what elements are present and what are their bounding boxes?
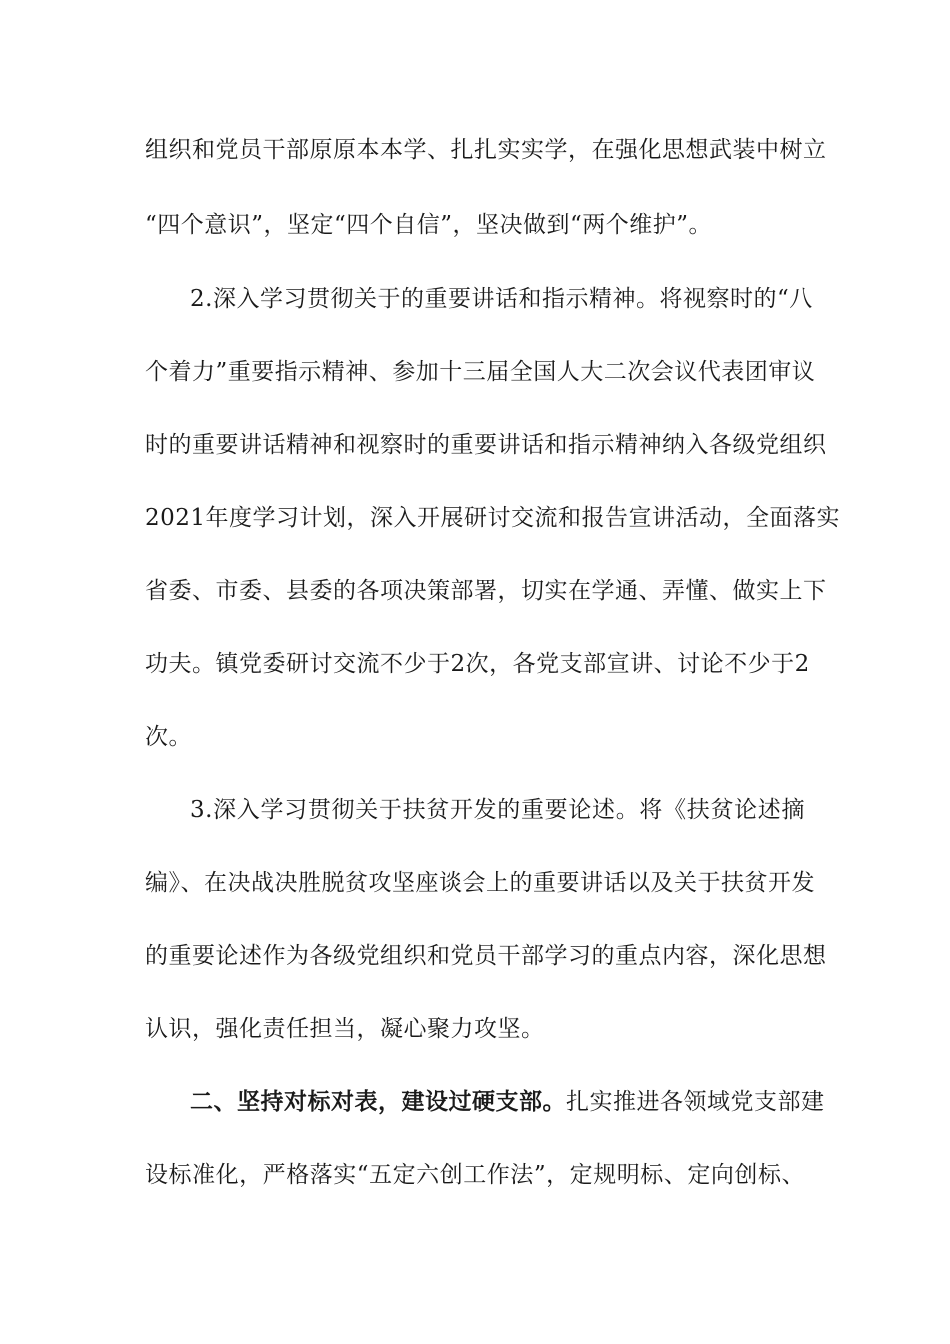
paragraph-line: 组织和党员干部原原本本学、扎扎实实学，在强化思想武装中树立 <box>145 137 827 163</box>
paragraph-line: 次。 <box>145 724 192 750</box>
paragraph-line: “四个意识”，坚定“四个自信”，坚决做到“两个维护”。 <box>145 212 713 238</box>
paragraph-line: 编》、在决战决胜脱贫攻坚座谈会上的重要讲话以及关于扶贫开发 <box>145 870 815 896</box>
paragraph-line: 认识，强化责任担当，凝心聚力攻坚。 <box>145 1016 545 1042</box>
paragraph-line: 时的重要讲话精神和视察时的重要讲话和指示精神纳入各级党组织 <box>145 432 827 458</box>
paragraph-line: 3.深入学习贯彻关于扶贫开发的重要论述。将《扶贫论述摘 <box>190 797 805 823</box>
paragraph-line: 个着力”重要指示精神、参加十三届全国人大二次会议代表团审议 <box>145 359 816 385</box>
paragraph-line: 的重要论述作为各级党组织和党员干部学习的重点内容，深化思想 <box>145 943 827 969</box>
section-heading-continuation: 扎实推进各领域党支部建 <box>566 1089 825 1115</box>
paragraph-line: 功夫。镇党委研讨交流不少于2次，各党支部宣讲、讨论不少于2 <box>145 651 810 677</box>
section-heading-line <box>190 1087 825 1117</box>
paragraph-line: 设标准化，严格落实“五定六创工作法”，定规明标、定向创标、 <box>145 1162 805 1188</box>
paragraph-line: 2.深入学习贯彻关于的重要讲话和指示精神。将视察时的“八 <box>190 286 813 312</box>
paragraph-line: 省委、市委、县委的各项决策部署，切实在学通、弄懂、做实上下 <box>145 578 827 604</box>
paragraph-line: 2021年度学习计划，深入开展研讨交流和报告宣讲活动，全面落实 <box>145 505 841 531</box>
section-heading: 二、坚持对标对表，建设过硬支部。 <box>190 1088 566 1115</box>
